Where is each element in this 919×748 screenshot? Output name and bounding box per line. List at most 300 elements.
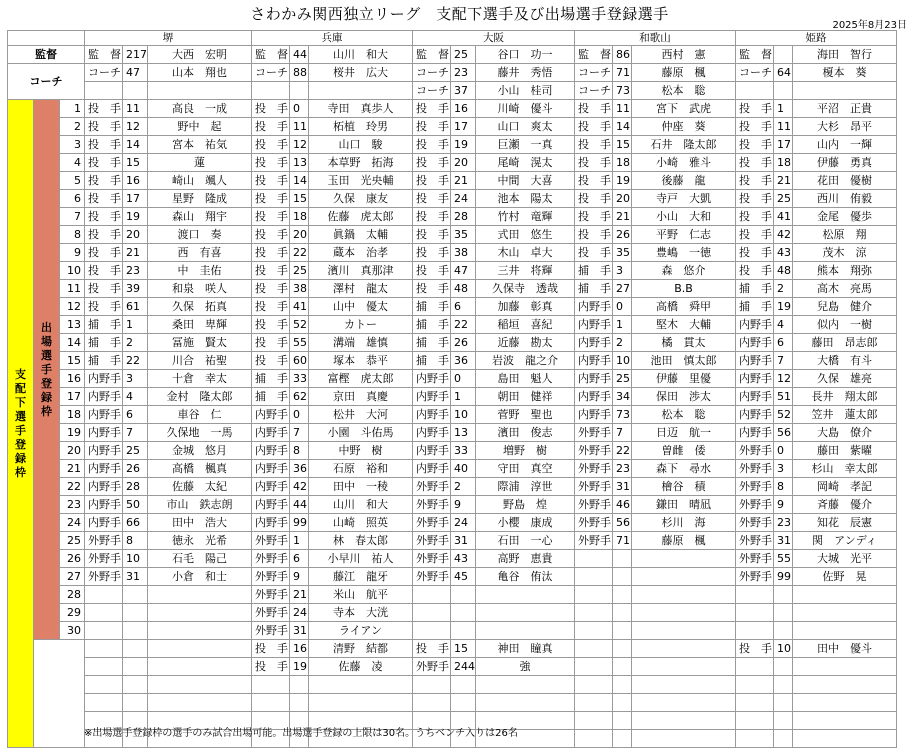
player-name-cell [632, 550, 736, 568]
uniform-number-cell: 23 [123, 262, 148, 280]
uniform-number-cell: 10 [451, 406, 476, 424]
player-name-cell: 久保 雄亮 [793, 370, 897, 388]
player-name-cell: 田中 浩大 [148, 514, 252, 532]
position-cell: 投 手 [575, 190, 613, 208]
position-cell [575, 712, 613, 730]
position-cell [575, 568, 613, 586]
position-cell: 外野手 [736, 550, 774, 568]
uniform-number-cell [123, 82, 148, 100]
uniform-number-cell: 18 [290, 208, 309, 226]
player-row [8, 154, 897, 172]
uniform-number-cell: 11 [774, 118, 793, 136]
uniform-number-cell: 7 [613, 424, 632, 442]
player-name-cell: 高良 一成 [148, 100, 252, 118]
slot-number: 23 [60, 496, 85, 514]
slot-number: 14 [60, 334, 85, 352]
position-cell: 外野手 [252, 568, 290, 586]
uniform-number-cell: 8 [123, 532, 148, 550]
slot-number: 29 [60, 604, 85, 622]
uniform-number-cell: 20 [451, 154, 476, 172]
position-cell: 外野手 [85, 550, 123, 568]
position-cell: 内野手 [575, 334, 613, 352]
player-name-cell [476, 676, 575, 694]
player-name-cell [793, 694, 897, 712]
position-cell: 捕 手 [413, 316, 451, 334]
player-name-cell [309, 82, 413, 100]
roster-frame-label [8, 100, 34, 748]
uniform-number-cell: 43 [451, 550, 476, 568]
uniform-number-cell [451, 676, 476, 694]
player-name-cell: 西 有喜 [148, 244, 252, 262]
player-name-cell: 眞鍋 太輔 [309, 226, 413, 244]
position-cell: 外野手 [736, 568, 774, 586]
uniform-number-cell: 0 [613, 298, 632, 316]
reserve-label-cell [34, 640, 85, 748]
uniform-number-cell [451, 622, 476, 640]
uniform-number-cell: 4 [774, 316, 793, 334]
player-name-cell: 野島 煌 [476, 496, 575, 514]
team-header: 和歌山 [575, 31, 736, 46]
player-name-cell: 岡崎 孝記 [793, 478, 897, 496]
player-name-cell: 小櫻 康成 [476, 514, 575, 532]
player-name-cell: 澤村 龍太 [309, 280, 413, 298]
uniform-number-cell [613, 712, 632, 730]
position-cell: 内野手 [85, 370, 123, 388]
position-cell: 内野手 [413, 406, 451, 424]
player-name-cell: 石毛 陽己 [148, 550, 252, 568]
uniform-number-cell: 9 [290, 568, 309, 586]
position-cell: 投 手 [85, 136, 123, 154]
player-row [8, 370, 897, 388]
position-cell: 捕 手 [413, 352, 451, 370]
position-cell [736, 586, 774, 604]
slot-number: 21 [60, 460, 85, 478]
player-name-cell: 守田 真空 [476, 460, 575, 478]
player-row [8, 496, 897, 514]
uniform-number-cell: 15 [290, 190, 309, 208]
position-cell: 投 手 [85, 118, 123, 136]
player-row [8, 514, 897, 532]
position-cell: 投 手 [252, 154, 290, 172]
player-name-cell: 近藤 勘太 [476, 334, 575, 352]
slot-number: 12 [60, 298, 85, 316]
player-name-cell: 朝田 健祥 [476, 388, 575, 406]
player-name-cell: 玉田 光央輔 [309, 172, 413, 190]
uniform-number-cell: 25 [451, 46, 476, 64]
position-cell: 内野手 [85, 514, 123, 532]
uniform-number-cell: 0 [290, 406, 309, 424]
position-cell [736, 82, 774, 100]
uniform-number-cell: 28 [123, 478, 148, 496]
position-cell [252, 82, 290, 100]
uniform-number-cell: 14 [613, 118, 632, 136]
player-name-cell: 崎山 颯人 [148, 172, 252, 190]
position-cell: 内野手 [575, 370, 613, 388]
position-cell: 捕 手 [85, 316, 123, 334]
position-cell: 外野手 [413, 496, 451, 514]
position-cell: 捕 手 [85, 352, 123, 370]
uniform-number-cell: 31 [123, 568, 148, 586]
player-name-cell: 溝端 雄慎 [309, 334, 413, 352]
uniform-number-cell: 71 [613, 532, 632, 550]
position-cell: 内野手 [736, 316, 774, 334]
slot-number: 16 [60, 370, 85, 388]
uniform-number-cell: 1 [123, 316, 148, 334]
player-row [8, 550, 897, 568]
player-name-cell: B.B [632, 280, 736, 298]
player-name-cell: 尾崎 滉太 [476, 154, 575, 172]
uniform-number-cell: 244 [451, 658, 476, 676]
position-cell: 投 手 [736, 154, 774, 172]
position-cell: 投 手 [413, 136, 451, 154]
player-name-cell [148, 604, 252, 622]
player-name-cell: 久保 拓真 [148, 298, 252, 316]
uniform-number-cell: 21 [774, 172, 793, 190]
uniform-number-cell: 21 [123, 244, 148, 262]
player-name-cell: 山内 一輝 [793, 136, 897, 154]
player-name-cell: 豊嶋 一徳 [632, 244, 736, 262]
player-name-cell [632, 694, 736, 712]
player-name-cell: 橘 貫太 [632, 334, 736, 352]
position-cell: 投 手 [575, 244, 613, 262]
uniform-number-cell: 36 [290, 460, 309, 478]
player-name-cell: 濱川 真那津 [309, 262, 413, 280]
position-cell: 内野手 [85, 388, 123, 406]
uniform-number-cell: 11 [290, 118, 309, 136]
uniform-number-cell: 86 [613, 46, 632, 64]
uniform-number-cell: 7 [123, 424, 148, 442]
active-frame-label [34, 100, 60, 640]
position-cell: 内野手 [736, 388, 774, 406]
staff-row [8, 46, 897, 64]
uniform-number-cell [613, 694, 632, 712]
uniform-number-cell: 17 [123, 190, 148, 208]
player-row [8, 694, 897, 712]
position-cell: 投 手 [413, 190, 451, 208]
uniform-number-cell: 2 [451, 478, 476, 496]
uniform-number-cell: 19 [613, 172, 632, 190]
player-name-cell: 金村 隆太郎 [148, 388, 252, 406]
player-name-cell: 稲垣 喜紀 [476, 316, 575, 334]
position-cell: 投 手 [413, 244, 451, 262]
uniform-number-cell [774, 622, 793, 640]
player-row [8, 334, 897, 352]
position-cell: 投 手 [736, 190, 774, 208]
uniform-number-cell: 21 [451, 172, 476, 190]
position-cell [575, 550, 613, 568]
player-name-cell [793, 82, 897, 100]
position-cell: 外野手 [575, 514, 613, 532]
uniform-number-cell: 7 [774, 352, 793, 370]
player-name-cell: 蔵本 治孝 [309, 244, 413, 262]
player-name-cell [793, 712, 897, 730]
position-cell: 外野手 [575, 424, 613, 442]
position-cell: 投 手 [413, 208, 451, 226]
uniform-number-cell: 19 [451, 136, 476, 154]
uniform-number-cell [774, 658, 793, 676]
uniform-number-cell: 88 [290, 64, 309, 82]
uniform-number-cell: 47 [451, 262, 476, 280]
player-name-cell: 後藤 龍 [632, 172, 736, 190]
player-name-cell: 寺本 大洸 [309, 604, 413, 622]
position-cell: 投 手 [252, 640, 290, 658]
player-name-cell: 和泉 咲人 [148, 280, 252, 298]
uniform-number-cell: 2 [613, 334, 632, 352]
uniform-number-cell: 33 [451, 442, 476, 460]
uniform-number-cell [290, 676, 309, 694]
uniform-number-cell: 55 [290, 334, 309, 352]
position-cell: 投 手 [575, 100, 613, 118]
player-name-cell [793, 622, 897, 640]
position-cell: 投 手 [413, 154, 451, 172]
player-name-cell: 山崎 照英 [309, 514, 413, 532]
position-cell [413, 586, 451, 604]
slot-number: 1 [60, 100, 85, 118]
player-row [8, 442, 897, 460]
uniform-number-cell: 25 [290, 262, 309, 280]
player-name-cell: 木山 卓大 [476, 244, 575, 262]
uniform-number-cell: 8 [774, 478, 793, 496]
player-name-cell: 山口 駿 [309, 136, 413, 154]
player-name-cell [632, 622, 736, 640]
slot-number: 3 [60, 136, 85, 154]
player-name-cell [793, 586, 897, 604]
player-name-cell: 加藤 彰真 [476, 298, 575, 316]
player-name-cell: 檜谷 積 [632, 478, 736, 496]
position-cell: 投 手 [252, 334, 290, 352]
uniform-number-cell: 38 [451, 244, 476, 262]
position-cell: 投 手 [252, 244, 290, 262]
player-name-cell [476, 622, 575, 640]
uniform-number-cell: 15 [123, 154, 148, 172]
position-cell: 投 手 [413, 226, 451, 244]
uniform-number-cell [123, 694, 148, 712]
position-cell: 投 手 [252, 280, 290, 298]
uniform-number-cell: 6 [123, 406, 148, 424]
position-cell: 内野手 [736, 370, 774, 388]
position-cell [575, 586, 613, 604]
uniform-number-cell: 36 [451, 352, 476, 370]
uniform-number-cell: 22 [613, 442, 632, 460]
player-name-cell [309, 676, 413, 694]
position-cell [575, 730, 613, 748]
position-cell: 投 手 [413, 118, 451, 136]
player-name-cell: 寺田 真歩人 [309, 100, 413, 118]
position-cell: 捕 手 [85, 334, 123, 352]
uniform-number-cell: 9 [451, 496, 476, 514]
slot-number: 25 [60, 532, 85, 550]
player-row [8, 622, 897, 640]
uniform-number-cell: 48 [774, 262, 793, 280]
player-name-cell [632, 640, 736, 658]
uniform-number-cell: 25 [613, 370, 632, 388]
player-row [8, 406, 897, 424]
slot-number: 4 [60, 154, 85, 172]
player-row [8, 100, 897, 118]
player-row [8, 280, 897, 298]
player-name-cell: 平野 仁志 [632, 226, 736, 244]
position-cell: 外野手 [736, 460, 774, 478]
uniform-number-cell: 99 [774, 568, 793, 586]
position-cell: 投 手 [85, 190, 123, 208]
player-name-cell: 石原 裕和 [309, 460, 413, 478]
slot-number: 19 [60, 424, 85, 442]
position-cell [736, 694, 774, 712]
position-cell: 外野手 [736, 442, 774, 460]
uniform-number-cell: 73 [613, 82, 632, 100]
uniform-number-cell: 10 [613, 352, 632, 370]
uniform-number-cell: 1 [774, 100, 793, 118]
position-cell: 外野手 [252, 550, 290, 568]
slot-number: 30 [60, 622, 85, 640]
player-name-cell: 藤田 昂志郎 [793, 334, 897, 352]
player-name-cell: 金尾 優歩 [793, 208, 897, 226]
uniform-number-cell: 1 [451, 388, 476, 406]
uniform-number-cell [613, 568, 632, 586]
position-cell: 内野手 [85, 424, 123, 442]
player-name-cell: 森 悠介 [632, 262, 736, 280]
uniform-number-cell [123, 640, 148, 658]
position-cell: 外野手 [413, 658, 451, 676]
player-name-cell [476, 586, 575, 604]
uniform-number-cell: 55 [774, 550, 793, 568]
player-name-cell: カトー [309, 316, 413, 334]
position-cell [575, 676, 613, 694]
position-cell: 捕 手 [252, 370, 290, 388]
uniform-number-cell [774, 676, 793, 694]
uniform-number-cell [613, 604, 632, 622]
player-name-cell: 藤江 龍牙 [309, 568, 413, 586]
position-cell: 外野手 [413, 514, 451, 532]
uniform-number-cell: 25 [774, 190, 793, 208]
position-cell: 投 手 [252, 208, 290, 226]
player-row [8, 586, 897, 604]
player-row [8, 604, 897, 622]
player-name-cell: 高橋 楓真 [148, 460, 252, 478]
position-cell: 捕 手 [413, 334, 451, 352]
position-cell: 投 手 [252, 190, 290, 208]
uniform-number-cell: 44 [290, 496, 309, 514]
uniform-number-cell: 66 [123, 514, 148, 532]
position-cell: 内野手 [736, 334, 774, 352]
player-name-cell: 菅野 聖也 [476, 406, 575, 424]
uniform-number-cell: 23 [613, 460, 632, 478]
position-cell: 捕 手 [575, 262, 613, 280]
uniform-number-cell: 24 [290, 604, 309, 622]
player-name-cell: 山川 和大 [309, 46, 413, 64]
player-row [8, 388, 897, 406]
player-name-cell: 田中 優斗 [793, 640, 897, 658]
slot-number: 26 [60, 550, 85, 568]
uniform-number-cell: 17 [451, 118, 476, 136]
player-name-cell: 関 アンディ [793, 532, 897, 550]
slot-number: 24 [60, 514, 85, 532]
position-cell: 投 手 [736, 226, 774, 244]
slot-number: 5 [60, 172, 85, 190]
position-cell: 投 手 [252, 118, 290, 136]
player-name-cell: 堅木 大輔 [632, 316, 736, 334]
uniform-number-cell [451, 694, 476, 712]
uniform-number-cell: 41 [290, 298, 309, 316]
uniform-number-cell: 27 [613, 280, 632, 298]
player-name-cell [632, 604, 736, 622]
player-name-cell: 松本 聡 [632, 82, 736, 100]
position-cell: 外野手 [413, 532, 451, 550]
uniform-number-cell: 2 [123, 334, 148, 352]
position-cell: 投 手 [413, 280, 451, 298]
player-name-cell: 池田 慎太郎 [632, 352, 736, 370]
position-cell: 投 手 [85, 280, 123, 298]
player-name-cell: 大西 宏明 [148, 46, 252, 64]
uniform-number-cell: 42 [774, 226, 793, 244]
position-cell: 投 手 [736, 640, 774, 658]
position-cell: 監 督 [252, 46, 290, 64]
position-cell: 外野手 [736, 532, 774, 550]
player-name-cell [793, 658, 897, 676]
player-name-cell: 川崎 優斗 [476, 100, 575, 118]
slot-number: 11 [60, 280, 85, 298]
player-name-cell: 清野 結都 [309, 640, 413, 658]
player-name-cell: 熊本 翔弥 [793, 262, 897, 280]
position-cell: コーチ [736, 64, 774, 82]
player-name-cell: 谷口 功一 [476, 46, 575, 64]
position-cell: 内野手 [252, 514, 290, 532]
uniform-number-cell: 31 [774, 532, 793, 550]
position-cell: 投 手 [85, 208, 123, 226]
position-cell: 投 手 [252, 172, 290, 190]
uniform-number-cell [613, 640, 632, 658]
player-row [8, 226, 897, 244]
uniform-number-cell: 23 [451, 64, 476, 82]
position-cell: 投 手 [85, 226, 123, 244]
player-name-cell: 石井 隆太郎 [632, 136, 736, 154]
uniform-number-cell: 13 [290, 154, 309, 172]
position-cell: 外野手 [413, 568, 451, 586]
position-cell: 監 督 [736, 46, 774, 64]
uniform-number-cell: 52 [774, 406, 793, 424]
uniform-number-cell [774, 82, 793, 100]
player-name-cell: 桜井 広大 [309, 64, 413, 82]
player-row [8, 676, 897, 694]
position-cell: コーチ [575, 64, 613, 82]
player-name-cell: 大橋 有斗 [793, 352, 897, 370]
position-cell: 投 手 [736, 136, 774, 154]
player-name-cell: 本草野 拓海 [309, 154, 413, 172]
uniform-number-cell: 22 [290, 244, 309, 262]
staff-row [8, 82, 897, 100]
player-name-cell: 佐藤 虎太郎 [309, 208, 413, 226]
position-cell: 内野手 [736, 406, 774, 424]
uniform-number-cell: 64 [774, 64, 793, 82]
uniform-number-cell: 37 [451, 82, 476, 100]
slot-number: 22 [60, 478, 85, 496]
player-name-cell [148, 622, 252, 640]
player-name-cell [148, 658, 252, 676]
uniform-number-cell: 38 [290, 280, 309, 298]
player-row [8, 568, 897, 586]
player-name-cell: 際浦 淳世 [476, 478, 575, 496]
position-cell [85, 622, 123, 640]
player-name-cell [632, 712, 736, 730]
player-row [8, 208, 897, 226]
position-cell: 内野手 [413, 388, 451, 406]
player-name-cell: 巨瀬 一真 [476, 136, 575, 154]
player-name-cell: 林 春太郎 [309, 532, 413, 550]
player-name-cell: 山川 和大 [309, 496, 413, 514]
player-row [8, 460, 897, 478]
uniform-number-cell: 60 [290, 352, 309, 370]
uniform-number-cell [613, 730, 632, 748]
